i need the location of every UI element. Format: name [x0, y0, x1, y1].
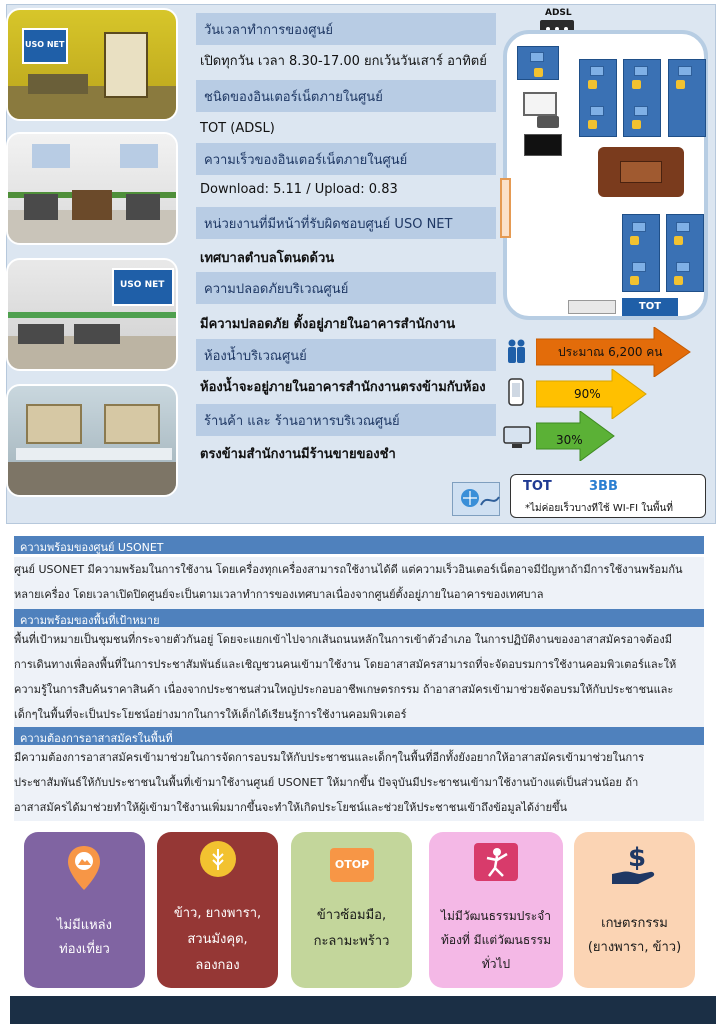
internet-type-heading: ชนิดของอินเตอร์เน็ตภายในศูนย์: [196, 80, 496, 112]
wheat-icon: [199, 840, 237, 882]
safety-heading: ความปลอดภัยบริเวณศูนย์: [196, 272, 496, 304]
computer-icon: [676, 262, 690, 272]
card-otop: OTOP ข้าวซ้อมมือ, กะลามะพร้าว: [291, 832, 412, 988]
chair-icon: [632, 120, 641, 129]
computer-icon: [590, 106, 604, 116]
tv-icon: [524, 134, 562, 156]
population-icon: [506, 338, 528, 368]
mobile-usage-value: 90%: [574, 387, 601, 401]
volunteer-needs-text: มีความต้องการอาสาสมัครเข้ามาช่วยในการจัดการอบรมให้กับประชาชนและเด็กๆในพื้นที่อีกทั้งยังอยากให้อาสาสมัครเข้ามาช่วยในการ ประชาสัมพันธ์ให้กับประชาชนในพื้นที่เข้ามาใช้งานศูนย์ USONET ให้มากขึ้น ปัจจุบันมีประชาชนเข้ามาใช้งานบ้างแต่เป็นส่วนน้อย ถ้า อาสาสมัครได้มาช่วยทำให้ผู้เข้ามาใช้งานเพิ่มมากขึ้นจะทำให้เกิดประโยชน์และช่วยให้ประชาชนเข้าถึงข้อมูลได้ง่ายขึ้น: [14, 745, 704, 821]
center-photo-computer-room: USO NET: [6, 258, 178, 371]
shops-value: ตรงข้ามสำนักงานมีร้านขายของชำ: [200, 447, 396, 462]
tot-logo: TOT: [622, 298, 678, 316]
wifi-note: *ไม่ค่อยเร็วบางทีใช้ WI-FI ในพื้นที่: [525, 503, 673, 514]
computer-icon: [632, 262, 646, 272]
computer-icon: [530, 52, 544, 62]
safety-value: มีความปลอดภัย ตั้งอยู่ภายในอาคารสำนักงาน: [200, 317, 456, 332]
chair-icon: [588, 80, 597, 89]
footer-bar: [10, 996, 716, 1024]
area-readiness-heading: ความพร้อมของพื้นที่เป้าหมาย: [14, 609, 704, 627]
center-photo-lab-overview: [6, 132, 178, 245]
hours-heading: วันเวลาทำการของศูนย์: [196, 13, 496, 45]
mobile-phone-icon: [506, 378, 526, 410]
sofa-set-icon: [598, 147, 684, 197]
money-hand-icon: [610, 840, 660, 894]
internet-type-value: TOT (ADSL): [200, 121, 275, 136]
center-readiness-text: ศูนย์ USONET มีความพร้อมในการใช้งาน โดยเครื่องทุกเครื่องสามารถใช้งานได้ดี แต่ความเร็วอินเตอร์เน็ตอาจมีปัญหาถ้ามีการใช้งานพร้อมกัน หลายเครื่อง โดยเวลาเปิดปิดศูนย์จะเป็นตามเวลาทำการของเทศบาลเนื่องจากศูนย์ตั้งอยู่ภายในอาคารของเทศบาล: [14, 557, 704, 609]
network-globe-icon: [452, 482, 500, 516]
whiteboard-icon: [523, 92, 557, 116]
restroom-heading: ห้องน้ำบริเวณศูนย์: [196, 339, 496, 371]
computer-icon: [634, 66, 648, 76]
card-crops: ข้าว, ยางพารา, สวนมังคุด, ลองกอง: [157, 832, 278, 988]
chair-icon: [534, 68, 543, 77]
chair-icon: [630, 276, 639, 285]
otop-icon: OTOP: [330, 848, 374, 882]
chair-icon: [630, 236, 639, 245]
chair-icon: [632, 80, 641, 89]
responsible-agency-value: เทศบาลตำบลโตนดด้วน: [200, 251, 335, 266]
air-conditioner-icon: [568, 300, 616, 314]
computer-icon: [632, 222, 646, 232]
door-icon: [500, 178, 511, 238]
tot-provider-logo: TOT: [523, 479, 552, 494]
chair-icon: [674, 276, 683, 285]
3bb-provider-logo: 3BB: [589, 479, 618, 494]
area-readiness-text: พื้นที่เป้าหมายเป็นชุมชนที่กระจายตัวกันอยู่ โดยจะแยกเข้าไปจากเส้นถนนหลักในการเข้าตัวอำเภอ ในการปฏิบัติงานของอาสาสมัครอาจต้องมี การเดินทางเพื่อลงพื้นที่ในการประชาสัมพันธ์และเชิญชวนคนเข้ามาใช้งาน โดยอาสาสมัครสามารถที่จะจัดอบรมการใช้งานคอมพิวเตอร์และให้ ความรู้ในการสืบค้นราคาสินค้า เนื่องจากประชาชนส่วนใหญ่ประกอบอาชีพเกษตรกรรม ถ้าอาสาสมัครเข้ามาช่วยจัดอบรมให้กับประชาชนและ เด็กๆในพื้นที่จะเป็นประโยชน์อย่างมากในการให้เด็กได้เรียนรู้การใช้งานคอมพิวเตอร์: [14, 627, 704, 727]
computer-usage-value: 30%: [556, 433, 583, 447]
printer-icon: [537, 116, 559, 128]
card-agriculture: $ เกษตรกรรม (ยางพารา, ข้าว): [574, 832, 695, 988]
adsl-label: ADSL: [545, 8, 572, 18]
hours-value: เปิดทุกวัน เวลา 8.30-17.00 ยกเว้นวันเสาร์ อาทิตย์: [200, 54, 487, 69]
card-tourism: ไม่มีแหล่ง ท่องเที่ยว: [24, 832, 145, 988]
computer-icon: [676, 222, 690, 232]
responsible-agency-heading: หน่วยงานที่มีหน้าที่รับผิดชอบศูนย์ USO NET: [196, 207, 496, 239]
volunteer-needs-heading: ความต้องการอาสาสมัครในพื้นที่: [14, 727, 704, 745]
provider-box: [510, 474, 706, 518]
computer-icon: [634, 106, 648, 116]
chair-icon: [674, 236, 683, 245]
computer-icon: [678, 66, 692, 76]
population-value: ประมาณ 6,200 คน: [558, 345, 663, 359]
card-culture: ไม่มีวัฒนธรรมประจำ ท้องที่ มีแต่วัฒนธรรม ทั่วไป: [429, 832, 563, 988]
svg-text:$: $: [628, 843, 647, 873]
computer-usage-icon: [502, 426, 532, 454]
chair-icon: [588, 120, 597, 129]
map-pin-icon: [65, 844, 103, 896]
center-photo-exterior: USO NET: [6, 8, 178, 121]
center-readiness-heading: ความพร้อมของศูนย์ USONET: [14, 536, 704, 554]
center-photo-restroom: [6, 384, 178, 497]
restroom-value: ห้องน้ำจะอยู่ภายในอาคารสำนักงานตรงข้ามกับห้อง: [200, 380, 486, 395]
shops-heading: ร้านค้า และ ร้านอาหารบริเวณศูนย์: [196, 404, 496, 436]
chair-icon: [676, 80, 685, 89]
internet-speed-heading: ความเร็วของอินเตอร์เน็ตภายในศูนย์: [196, 143, 496, 175]
internet-speed-value: Download: 5.11 / Upload: 0.83: [200, 182, 398, 197]
dancer-icon: [473, 842, 519, 886]
computer-icon: [590, 66, 604, 76]
